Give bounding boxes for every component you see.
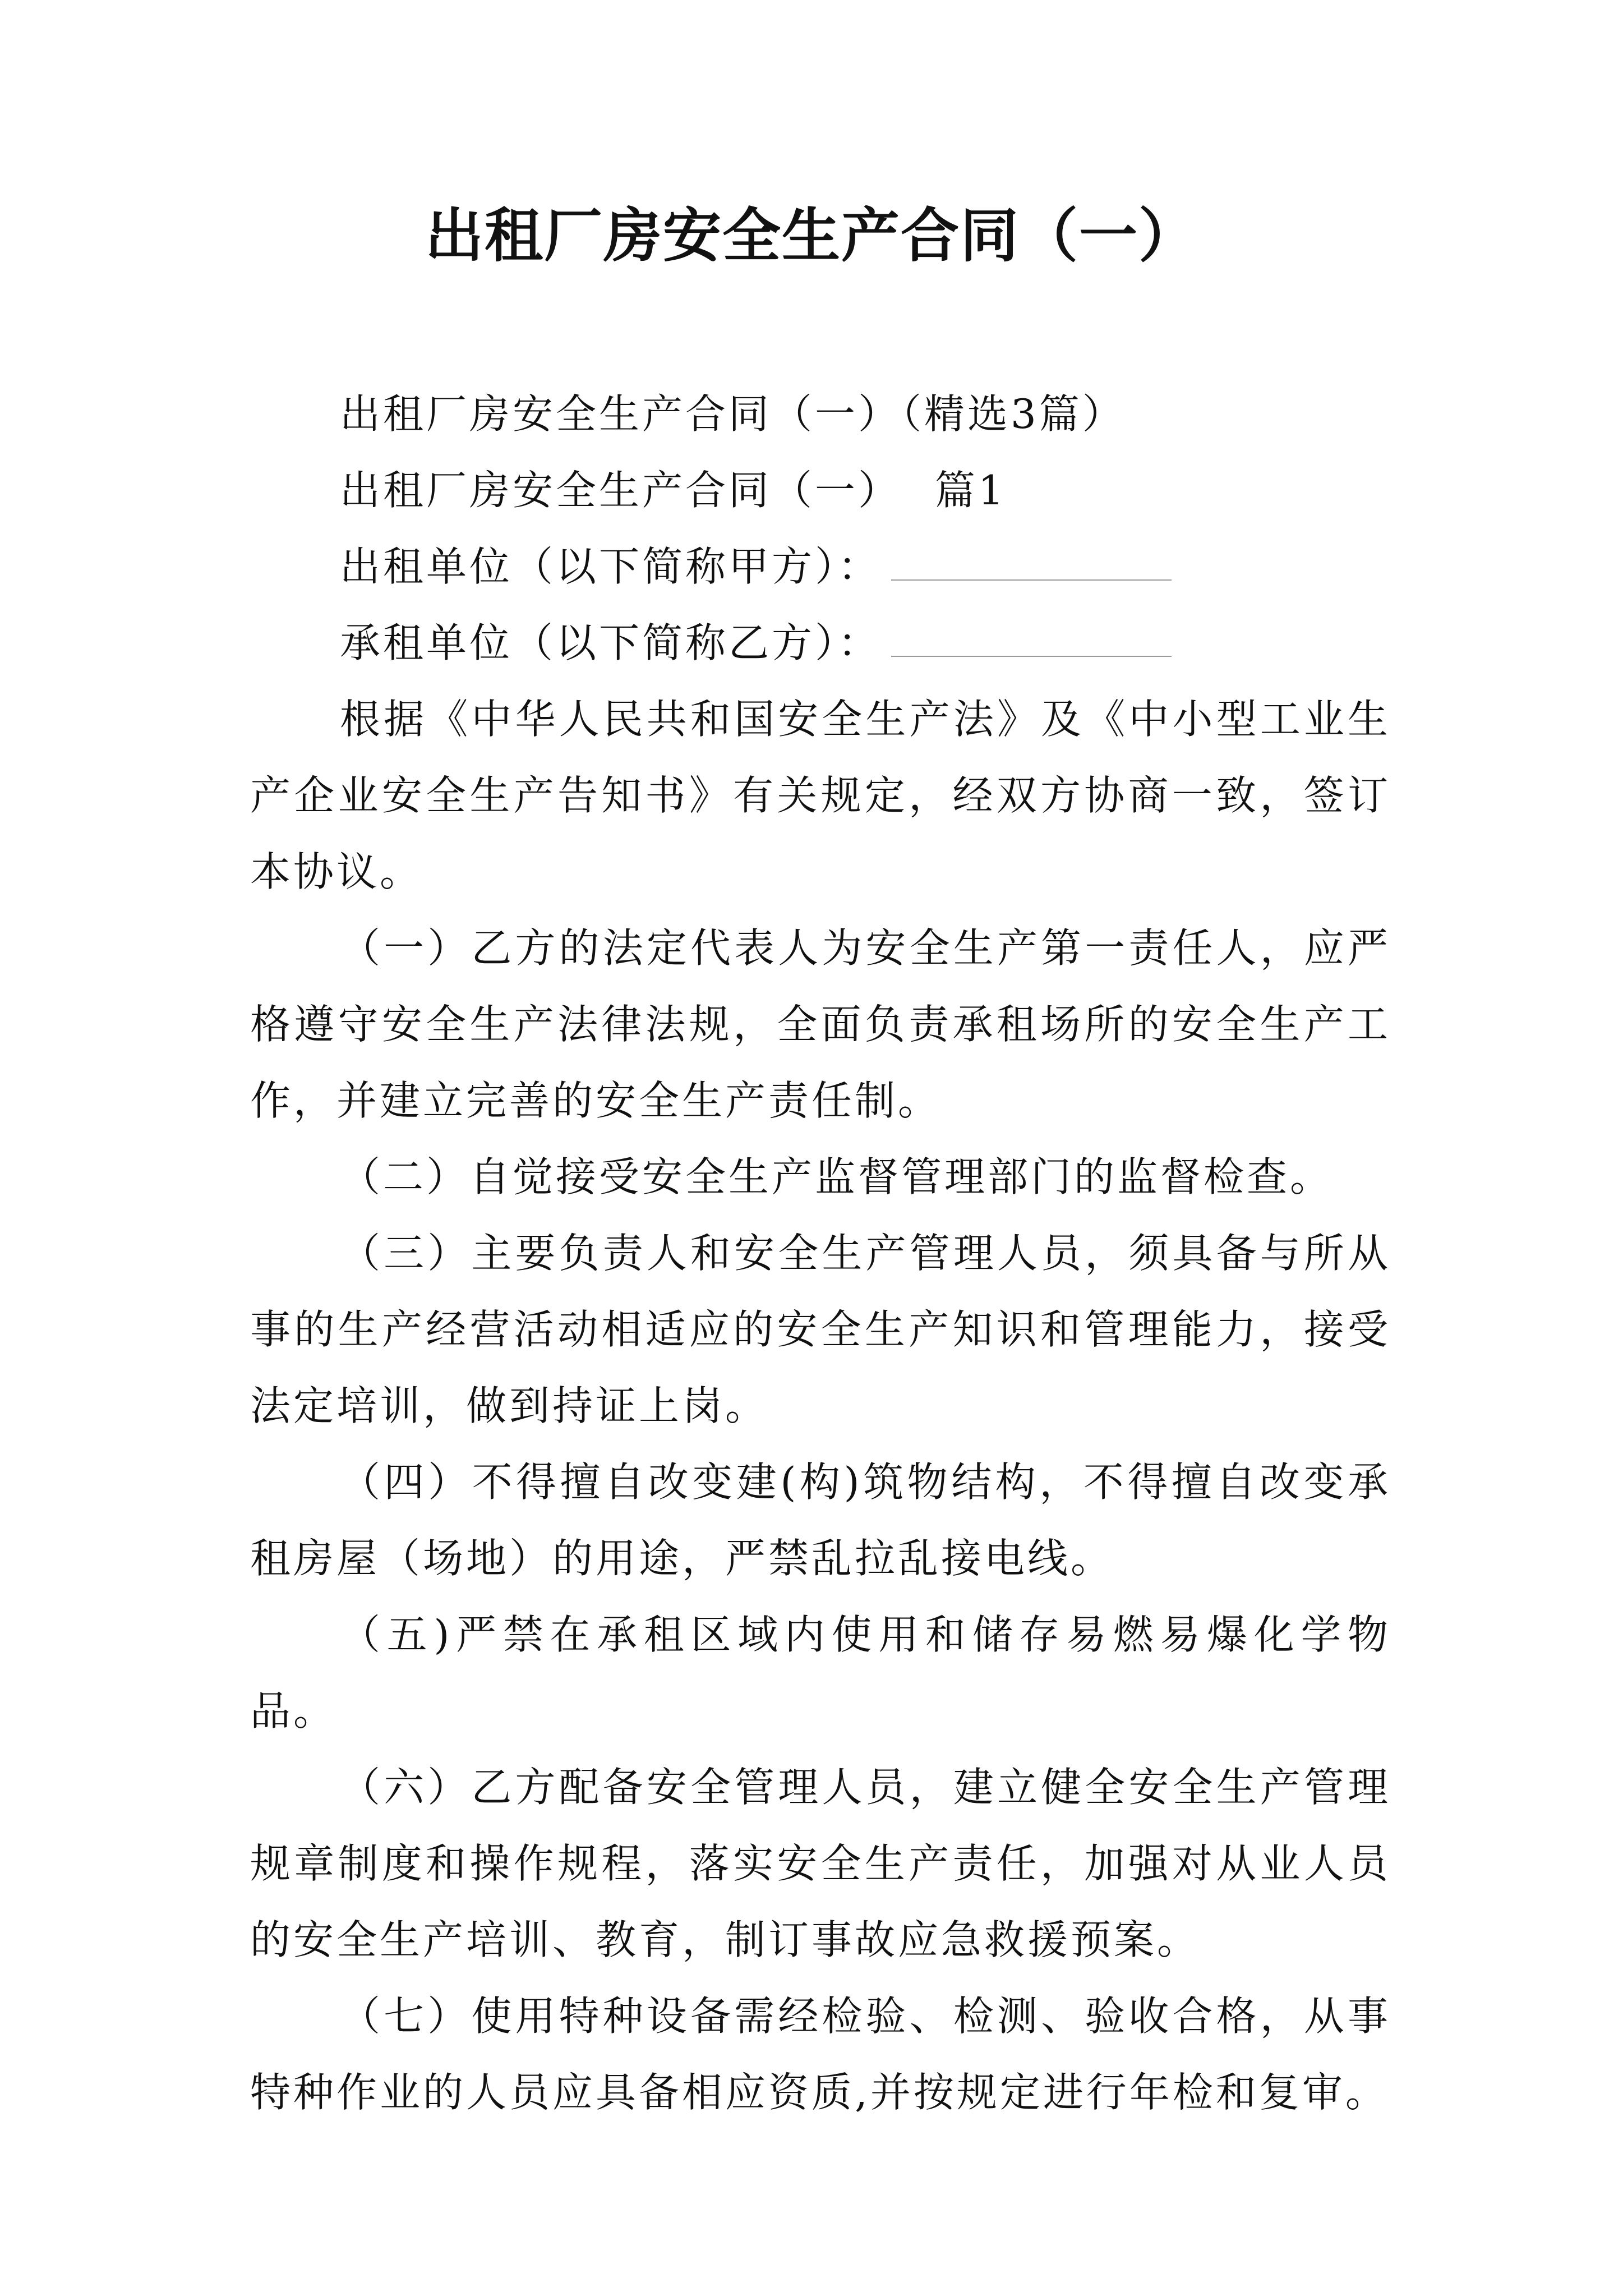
lessee-line [250, 605, 1391, 681]
lessor-line [250, 528, 1391, 605]
section-number: 篇1 [935, 467, 1007, 514]
document-body [250, 376, 1391, 2131]
lessee-label: 承租单位（以下简称乙方）： [340, 619, 882, 666]
preamble-paragraph: 根据《中华人民共和国安全生产法》及《中小型工业生产企业安全生产告知书》有关规定，经双方协商一致，签订本协议。 [250, 696, 1391, 895]
section-heading-text: 出租厂房安全生产合同（一） [340, 467, 902, 514]
lessee-blank-field[interactable] [891, 616, 1172, 657]
clause-7: （七）使用特种设备需经检验、检测、验收合格，从事特种作业的人员应具备相应资质,并按规定进行年检和复审。 [250, 1993, 1391, 2116]
lessor-blank-field[interactable] [891, 540, 1172, 581]
lessor-label: 出租单位（以下简称甲方）： [340, 543, 882, 590]
clause-5: （五)严禁在承租区域内使用和储存易燃易爆化学物品。 [250, 1611, 1391, 1734]
clause-4: （四）不得擅自改变建(构)筑物结构，不得擅自改变承租房屋（场地）的用途，严禁乱拉乱接电线。 [250, 1458, 1391, 1582]
section-heading [250, 452, 1391, 528]
clause-2: （二）自觉接受安全生产监督管理部门的监督检查。 [340, 1153, 1334, 1200]
clause-1: （一）乙方的法定代表人为安全生产第一责任人，应严格遵守安全生产法律法规，全面负责承租场所的安全生产工作，并建立完善的安全生产责任制。 [250, 924, 1391, 1124]
clause-6: （六）乙方配备安全管理人员，建立健全安全生产管理规章制度和操作规程，落实安全生产责任，加强对从业人员的安全生产培训、教育，制订事故应急救援预案。 [250, 1764, 1391, 1963]
document-subtitle: 出租厂房安全生产合同（一）（精选3篇） [340, 390, 1126, 438]
document-title: 出租厂房安全生产合同（一） [425, 201, 1198, 270]
clause-3: （三）主要负责人和安全生产管理人员，须具备与所从事的生产经营活动相适应的安全生产知识和管理能力，接受法定培训，做到持证上岗。 [250, 1230, 1391, 1429]
